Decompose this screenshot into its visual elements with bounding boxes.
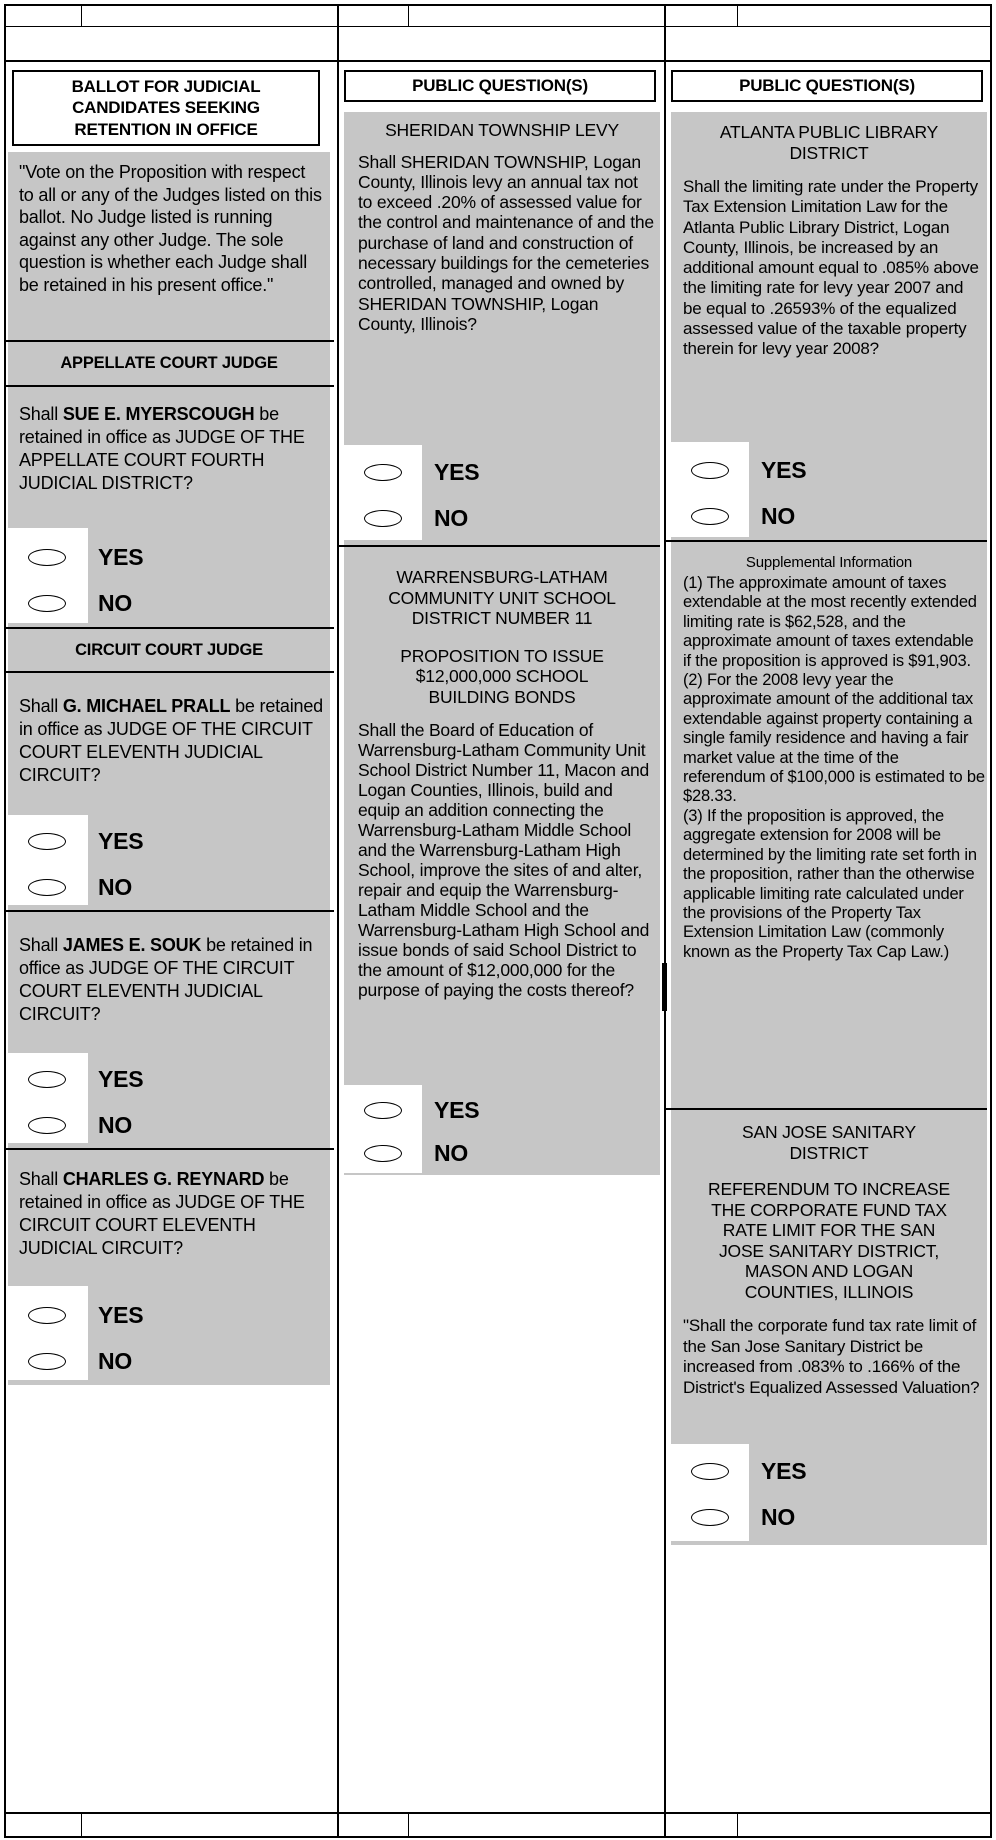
souk-vote-area: [8, 1053, 268, 1143]
retention-instruction-panel: [8, 152, 330, 340]
no-oval[interactable]: [28, 879, 66, 896]
question-souk: [8, 912, 330, 1148]
supplemental-item-3: (3) If the proposition is approved, the aggregate extension for 2008 will be determined by the limiting rate set forth in the proposition, rather than the otherwise applicable limiting rate calculated under the provisions of the Property Tax Extension Limitation Law (commonly known as the Property Tax Cap Law.): [683, 806, 977, 961]
no-label: NO: [98, 589, 133, 616]
yes-label: YES: [761, 1457, 807, 1484]
header-area-divider: [4, 60, 992, 62]
yes-row: [8, 1066, 143, 1092]
question-reynard: [8, 1150, 330, 1385]
no-row: [671, 503, 795, 529]
sheridan-body: Shall SHERIDAN TOWNSHIP, Logan County, Illinois levy an annual tax not to exceed .20% of assessed value for the control and maintenance of and the purchase of land and construction of necessary buildings for the cemeteries controlled, managed and owned by SHERIDAN TOWNSHIP, Logan County, Illinois?: [358, 151, 654, 334]
yes-row: [8, 828, 143, 854]
no-oval[interactable]: [364, 1145, 402, 1162]
yes-oval[interactable]: [364, 464, 402, 481]
yes-label: YES: [434, 1096, 480, 1123]
public-questions-header: PUBLIC QUESTION(S): [739, 76, 915, 96]
no-label: NO: [434, 1139, 469, 1166]
yes-row: [344, 1097, 479, 1123]
yes-row: [8, 1302, 143, 1328]
supplemental-item-1: (1) The approximate amount of taxes extendable at the most recently extended limiting rate is $62,528, and the approximate amount of taxes extendable if the proposition is approved is $91,903.: [683, 574, 977, 670]
question-suffix: be retained in office as JUDGE OF THE CIRCUIT COURT ELEVENTH JUDICIAL CIRCUIT?: [19, 935, 313, 1024]
appellate-court-judge-title: APPELLATE COURT JUDGE: [60, 354, 278, 372]
no-oval[interactable]: [28, 1353, 66, 1370]
no-oval[interactable]: [28, 595, 66, 612]
yes-label: YES: [434, 458, 480, 485]
no-row: [8, 1112, 132, 1138]
bottom-cell-divider: [737, 1814, 738, 1836]
no-label: NO: [98, 873, 133, 900]
column-divider-1: [337, 4, 339, 1838]
no-row: [344, 505, 468, 531]
question-myerscough: [8, 387, 330, 627]
yes-row: [8, 544, 143, 570]
myerscough-vote-area: [8, 528, 268, 623]
no-oval[interactable]: [691, 508, 729, 525]
page-border-left: [4, 4, 6, 1838]
sanjose-subtitle: REFERENDUM TO INCREASE THE CORPORATE FUND TAX RATE LIMIT FOR THE SAN JOSE SANITARY DISTRICT, MASON AND LOGAN COUNTIES, ILLINOIS: [708, 1179, 950, 1302]
atlanta-title: ATLANTA PUBLIC LIBRARY DISTRICT: [719, 122, 939, 163]
question-text: [8, 673, 330, 787]
page-border-top: [4, 4, 992, 6]
yes-oval[interactable]: [364, 1102, 402, 1119]
yes-label: YES: [98, 827, 144, 854]
sanjose-title: SAN JOSE SANITARY DISTRICT: [742, 1122, 916, 1163]
sheridan-township-levy-panel: [344, 112, 660, 545]
no-row: [8, 590, 132, 616]
retention-instruction-text: "Vote on the Proposition with respect to all or any of the Judges listed on this ballot. No Judge listed is running against any other Judge. The sole question is whether each Judge shall be retained in his present office.": [19, 162, 322, 295]
question-text: [8, 912, 330, 1026]
yes-oval[interactable]: [28, 549, 66, 566]
warrensburg-vote-area: [344, 1085, 604, 1173]
yes-label: YES: [761, 456, 807, 483]
question-prefix: Shall: [19, 404, 63, 424]
no-oval[interactable]: [364, 510, 402, 527]
question-suffix: be retained in office as JUDGE OF THE CIRCUIT COURT ELEVENTH JUDICIAL CIRCUIT?: [19, 696, 323, 785]
circuit-court-judge-title: CIRCUIT COURT JUDGE: [75, 640, 263, 659]
atlanta-vote-area: [671, 442, 931, 537]
judicial-retention-header-box: [12, 70, 320, 146]
bottom-cell-divider: [408, 1814, 409, 1836]
column-divider-2: [664, 4, 666, 1838]
no-row: [344, 1140, 468, 1166]
circuit-court-judge-bar: [8, 629, 330, 671]
question-prefix: Shall: [19, 696, 63, 716]
yes-oval[interactable]: [691, 1463, 729, 1480]
yes-row: [671, 1458, 806, 1484]
candidate-name: JAMES E. SOUK: [62, 935, 202, 955]
sanjose-body: "Shall the corporate fund tax rate limit of the San Jose Sanitary District be increased from .083% to .166% of the District's Equalized Assessed Valuation?: [683, 1316, 980, 1397]
question-text: [8, 387, 330, 495]
yes-row: [344, 459, 479, 485]
atlanta-body: Shall the limiting rate under the Property Tax Extension Limitation Law for the Atlanta Public Library District, Logan County, Illinois, be increased by an additional amount equal to .085% above the limiting rate for levy year 2007 and be equal to .26593% of the equalized assessed value of the taxable property therein for levy year 2008?: [683, 177, 979, 359]
no-oval[interactable]: [28, 1117, 66, 1134]
yes-oval[interactable]: [28, 833, 66, 850]
page-border-bottom: [4, 1836, 992, 1838]
top-row-divider: [4, 26, 992, 27]
no-label: NO: [434, 504, 469, 531]
no-row: [671, 1504, 795, 1530]
top-cell-divider: [737, 4, 738, 26]
warrensburg-latham-panel: [344, 547, 660, 1175]
yes-row: [671, 457, 806, 483]
question-text: [8, 1150, 330, 1260]
public-questions-header: PUBLIC QUESTION(S): [412, 76, 588, 96]
public-questions-header-box-col2: [344, 70, 656, 102]
warrensburg-body: Shall the Board of Education of Warrensburg-Latham Community Unit School District Number 11, Macon and Logan Counties, Illinois, build and equip an addition connecting the Warrensburg-Latham Middle School and the Warrensburg-Latham High School, improve the sites of and alter, repair and equip the Warrensburg-Latham Middle School and the Warrensburg-Latham High School and issue bonds of said School District to the amount of $12,000,000 for the purpose of paying the costs thereof?: [358, 720, 650, 1000]
warrensburg-subtitle: PROPOSITION TO ISSUE $12,000,000 SCHOOL BUILDING BONDS: [400, 645, 604, 707]
appellate-court-judge-bar: [8, 342, 330, 385]
candidate-name: CHARLES G. REYNARD: [62, 1169, 265, 1189]
top-cell-divider: [408, 4, 409, 26]
yes-oval[interactable]: [28, 1307, 66, 1324]
top-cell-divider: [81, 4, 82, 26]
atlanta-library-panel: [671, 112, 987, 540]
question-prefix: Shall: [19, 935, 63, 955]
public-questions-header-box-col3: [671, 70, 983, 102]
yes-label: YES: [98, 1065, 144, 1092]
supplemental-item-2: (2) For the 2008 levy year the approximate amount of the additional tax extendable against property containing a single family residence and having a fair market value at the time of the referendum of $100,000 is estimated to be $28.33.: [683, 671, 985, 806]
no-row: [8, 1348, 132, 1374]
no-label: NO: [98, 1347, 133, 1374]
no-oval[interactable]: [691, 1509, 729, 1526]
sheridan-vote-area: [344, 445, 604, 540]
no-label: NO: [761, 1503, 796, 1530]
sanjose-vote-area: [671, 1444, 931, 1541]
question-prefix: Shall: [19, 1169, 63, 1189]
yes-label: YES: [98, 543, 144, 570]
bottom-cell-divider: [81, 1814, 82, 1836]
timing-mark: [662, 963, 667, 1011]
warrensburg-title: WARRENSBURG-LATHAM COMMUNITY UNIT SCHOOL DISTRICT NUMBER 11: [388, 567, 616, 628]
bottom-row-divider: [4, 1812, 992, 1814]
question-suffix: be retained in office as JUDGE OF THE APPELLATE COURT FOURTH JUDICIAL DISTRICT?: [19, 404, 305, 493]
yes-oval[interactable]: [691, 462, 729, 479]
prall-vote-area: [8, 815, 268, 905]
page-border-right: [990, 4, 992, 1838]
yes-label: YES: [98, 1301, 144, 1328]
question-prall: [8, 673, 330, 910]
question-suffix: be retained in office as JUDGE OF THE CIRCUIT COURT ELEVENTH JUDICIAL CIRCUIT?: [19, 1169, 305, 1258]
yes-oval[interactable]: [28, 1071, 66, 1088]
candidate-name: G. MICHAEL PRALL: [62, 696, 231, 716]
judicial-retention-header: BALLOT FOR JUDICIAL CANDIDATES SEEKING RETENTION IN OFFICE: [71, 76, 261, 139]
san-jose-sanitary-panel: [671, 1110, 987, 1545]
no-label: NO: [98, 1111, 133, 1138]
supplemental-information-panel: [671, 542, 987, 1108]
sheridan-title: SHERIDAN TOWNSHIP LEVY: [385, 120, 619, 140]
supplemental-title: Supplemental Information: [745, 554, 913, 571]
no-label: NO: [761, 502, 796, 529]
no-row: [8, 874, 132, 900]
candidate-name: SUE E. MYERSCOUGH: [62, 404, 255, 424]
reynard-vote-area: [8, 1286, 268, 1380]
